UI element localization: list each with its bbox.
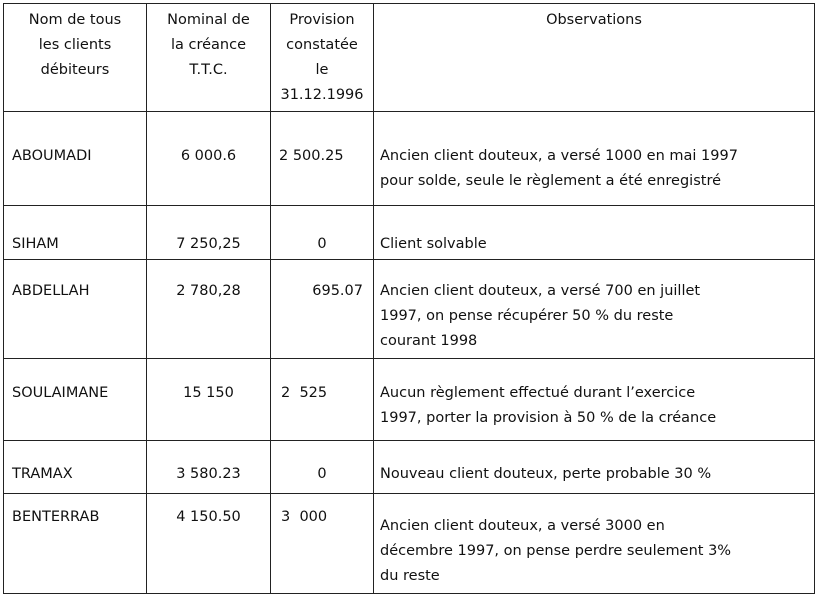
observation-line: 1997, on pense récupérer 50 % du reste [380, 308, 674, 324]
observation-cell [374, 441, 815, 494]
client-name-cell [4, 260, 147, 359]
header-line: Nominal de [167, 12, 250, 28]
provision-cell [271, 359, 374, 441]
client-name: BENTERRAB [12, 509, 100, 525]
client-name: ABDELLAH [12, 283, 90, 299]
client-name: ABOUMADI [12, 148, 92, 164]
nominal-cell [147, 441, 271, 494]
observation-line: Ancien client douteux, a versé 3000 en [380, 518, 665, 534]
nominal-value: 2 780,28 [176, 283, 241, 299]
header-line: T.T.C. [189, 62, 228, 78]
observation-cell [374, 260, 815, 359]
header-line: débiteurs [40, 62, 110, 78]
table-row [4, 441, 815, 494]
header-line: Observations [546, 12, 642, 28]
nominal-cell [147, 494, 271, 594]
header-line: Nom de tous [28, 12, 122, 28]
table-row [4, 494, 815, 594]
provision-cell [271, 260, 374, 359]
nominal-value: 4 150.50 [176, 509, 241, 525]
client-name-cell [4, 441, 147, 494]
provision-cell [271, 112, 374, 206]
provision-value: 2 525 [281, 385, 328, 401]
nominal-cell [147, 359, 271, 441]
client-provisions-table-wrapper [3, 3, 815, 594]
client-name: SIHAM [12, 236, 59, 252]
client-name-cell [4, 494, 147, 594]
observation-line: Aucun règlement effectué durant l’exercice [380, 385, 696, 401]
header-line: les clients [38, 37, 112, 53]
observation-line: Ancien client douteux, a versé 1000 en mai 1997 [380, 148, 738, 164]
client-name: TRAMAX [12, 466, 73, 482]
header-row [4, 4, 815, 112]
client-name-cell [4, 112, 147, 206]
provision-value: 2 500.25 [279, 148, 344, 164]
observation-line: courant 1998 [380, 333, 478, 349]
provision-cell [271, 206, 374, 260]
observation-cell [374, 112, 815, 206]
header-line: 31.12.1996 [280, 87, 364, 103]
provision-value: 0 [317, 236, 327, 252]
client-name: SOULAIMANE [12, 385, 109, 401]
client-name-cell [4, 206, 147, 260]
observation-cell [374, 206, 815, 260]
client-provisions-table [3, 3, 815, 594]
nominal-value: 7 250,25 [176, 236, 241, 252]
header-line: constatée [286, 37, 358, 53]
header-line: la créance [170, 37, 247, 53]
nominal-value: 6 000.6 [180, 148, 237, 164]
client-name-cell [4, 359, 147, 441]
table-row [4, 112, 815, 206]
observation-cell [374, 359, 815, 441]
nominal-cell [147, 260, 271, 359]
header-observations [374, 4, 815, 112]
table-row [4, 260, 815, 359]
observation-line: Ancien client douteux, a versé 700 en juillet [380, 283, 701, 299]
nominal-cell [147, 112, 271, 206]
provision-value: 695.07 [312, 283, 363, 299]
observation-line: 1997, porter la provision à 50 % de la créance [380, 410, 717, 426]
header-nominal [147, 4, 271, 112]
provision-value: 0 [317, 466, 327, 482]
observation-line: pour solde, seule le règlement a été enregistré [380, 173, 722, 189]
observation-line: décembre 1997, on pense perdre seulement 3% [380, 543, 732, 559]
provision-value: 3 000 [281, 509, 328, 525]
observation-line: du reste [380, 568, 440, 584]
header-client-name [4, 4, 147, 112]
provision-cell [271, 441, 374, 494]
table-row [4, 206, 815, 260]
header-provision [271, 4, 374, 112]
observation-line: Nouveau client douteux, perte probable 30 % [380, 466, 712, 482]
observation-line: Client solvable [380, 236, 487, 252]
observation-cell [374, 494, 815, 594]
provision-cell [271, 494, 374, 594]
table-row [4, 359, 815, 441]
header-line: Provision [289, 12, 355, 28]
nominal-value: 15 150 [183, 385, 234, 401]
nominal-value: 3 580.23 [176, 466, 241, 482]
header-line: le [315, 62, 329, 78]
nominal-cell [147, 206, 271, 260]
